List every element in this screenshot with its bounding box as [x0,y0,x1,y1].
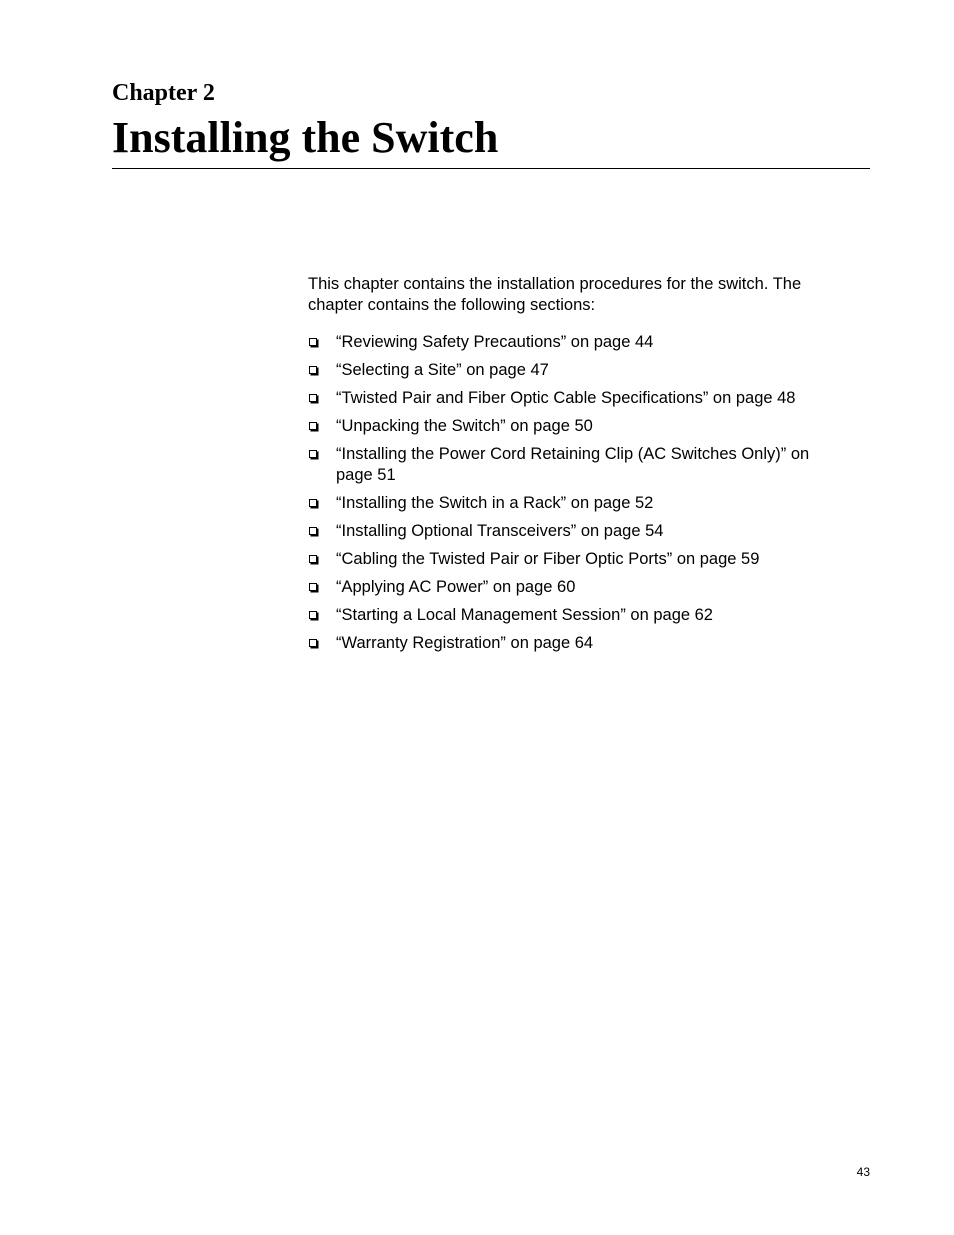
section-list-item[interactable] [308,605,838,626]
section-link[interactable]: “Cabling the Twisted Pair or Fiber Optic Ports” on page 59 [336,550,760,568]
section-list-item[interactable] [308,416,838,437]
checkbox-bullet-icon [309,366,317,374]
section-list-item[interactable] [308,360,838,381]
intro-paragraph: This chapter contains the installation procedures for the switch. The chapter contains the following sections: [308,275,802,314]
section-link[interactable]: “Selecting a Site” on page 47 [336,361,549,379]
checkbox-bullet-icon [309,611,317,619]
section-link[interactable]: “Installing the Switch in a Rack” on page 52 [336,494,654,512]
checkbox-bullet-icon [309,394,317,402]
section-list-item[interactable] [308,444,838,486]
section-list-item[interactable] [308,549,838,570]
section-list-item[interactable] [308,388,838,409]
checkbox-bullet-icon [309,527,317,535]
section-link[interactable]: “Applying AC Power” on page 60 [336,578,576,596]
checkbox-bullet-icon [309,338,317,346]
section-list-item[interactable] [308,493,838,514]
checkbox-bullet-icon [309,422,317,430]
checkbox-bullet-icon [309,639,317,647]
title-divider [112,168,870,169]
checkbox-bullet-icon [309,450,317,458]
section-link[interactable]: “Twisted Pair and Fiber Optic Cable Specifications” on page 48 [336,389,796,407]
checkbox-bullet-icon [309,583,317,591]
checkbox-bullet-icon [309,499,317,507]
section-list-item[interactable] [308,633,838,654]
section-link[interactable]: “Reviewing Safety Precautions” on page 44 [336,333,654,351]
page-number: 43 [856,1165,870,1179]
section-list-item[interactable] [308,577,838,598]
section-link[interactable]: “Warranty Registration” on page 64 [336,634,594,652]
chapter-contents [308,274,838,661]
chapter-label: Chapter 2 [112,80,215,106]
section-list-item[interactable] [308,332,838,353]
checkbox-bullet-icon [309,555,317,563]
section-link[interactable]: “Starting a Local Management Session” on page 62 [336,606,713,624]
section-link[interactable]: “Unpacking the Switch” on page 50 [336,417,593,435]
section-list [308,332,838,654]
chapter-title: Installing the Switch [112,113,499,162]
section-link[interactable]: “Installing the Power Cord Retaining Clip (AC Switches Only)” on page 51 [336,445,810,484]
section-list-item[interactable] [308,521,838,542]
section-link[interactable]: “Installing Optional Transceivers” on page 54 [336,522,664,540]
